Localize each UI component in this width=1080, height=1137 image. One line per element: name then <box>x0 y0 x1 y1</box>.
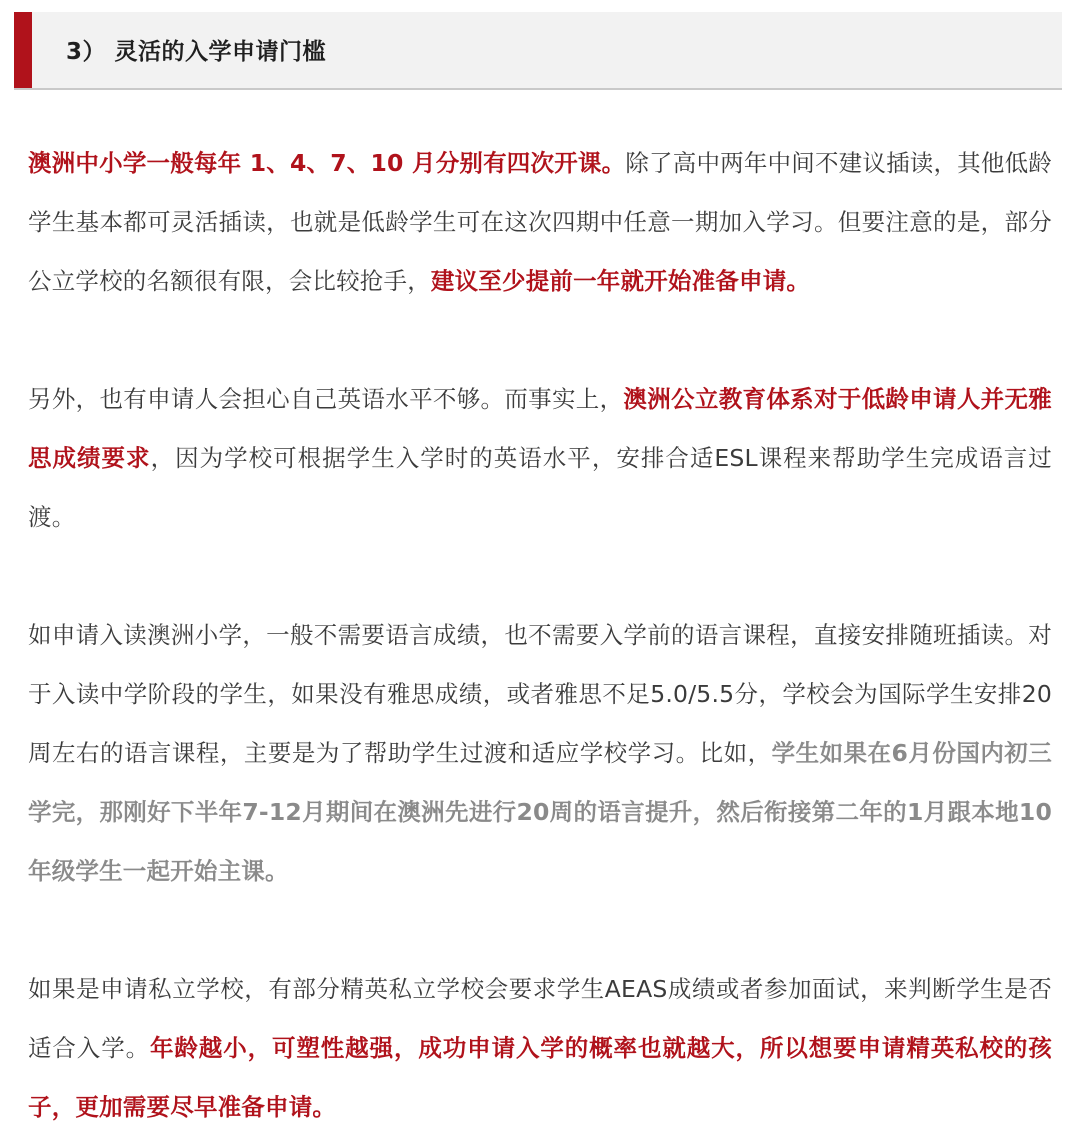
text-esl-course: ，因为学校可根据学生入学时的英语水平，安排合适ESL课程来帮助学生完成语言过渡。 <box>28 444 1052 531</box>
highlight-younger-better: 年龄越小，可塑性越强，成功申请入学的概率也就越大，所以想要申请精英私校的孩子，更加需要尽早准备申请。 <box>28 1034 1053 1121</box>
text-flexible-enrollment: 除了高中两年中间不建议插读，其他低龄学生基本都可灵活插读，也就是低龄学生可在这次四期中任意一期加入学习。但要注意的是，部分公立学校的名额很有限，会比较抢手， <box>28 149 1052 295</box>
highlight-apply-early: 建议至少提前一年就开始准备申请。 <box>430 267 811 295</box>
paragraph-private-school <box>28 960 1052 1137</box>
section-header <box>14 12 1062 90</box>
section-title: 3） 灵活的入学申请门槛 <box>66 39 327 65</box>
article-content <box>28 134 1052 1137</box>
text-english-concern: 另外，也有申请人会担心自己英语水平不够。而事实上， <box>28 385 624 413</box>
header-accent-bar <box>14 12 32 88</box>
paragraph-class-intake <box>28 134 1052 311</box>
highlight-intake-months: 澳洲中小学一般每年 1、4、7、10 月分别有四次开课。 <box>28 149 626 177</box>
highlight-no-ielts-required: 澳洲公立教育体系对于低龄申请人并无雅思成绩要求 <box>28 385 1053 472</box>
paragraph-language-course <box>28 606 1052 901</box>
paragraph-english-level <box>28 370 1052 547</box>
text-private-school-aeas: 如果是申请私立学校，有部分精英私立学校会要求学生AEAS成绩或者参加面试，来判断学生是否适合入学。 <box>28 975 1052 1062</box>
highlight-example-timeline: 学生如果在6月份国内初三学完，那刚好下半年7-12月期间在澳洲先进行20周的语言提升，然后衔接第二年的1月跟本地10年级学生一起开始主课。 <box>28 739 1052 885</box>
text-primary-secondary: 如申请入读澳洲小学，一般不需要语言成绩，也不需要入学前的语言课程，直接安排随班插读。对于入读中学阶段的学生，如果没有雅思成绩，或者雅思不足5.0/5.5分，学校会为国际学生安排20周左右的语言课程，主要是为了帮助学生过渡和适应学校学习。比如， <box>28 621 1052 767</box>
